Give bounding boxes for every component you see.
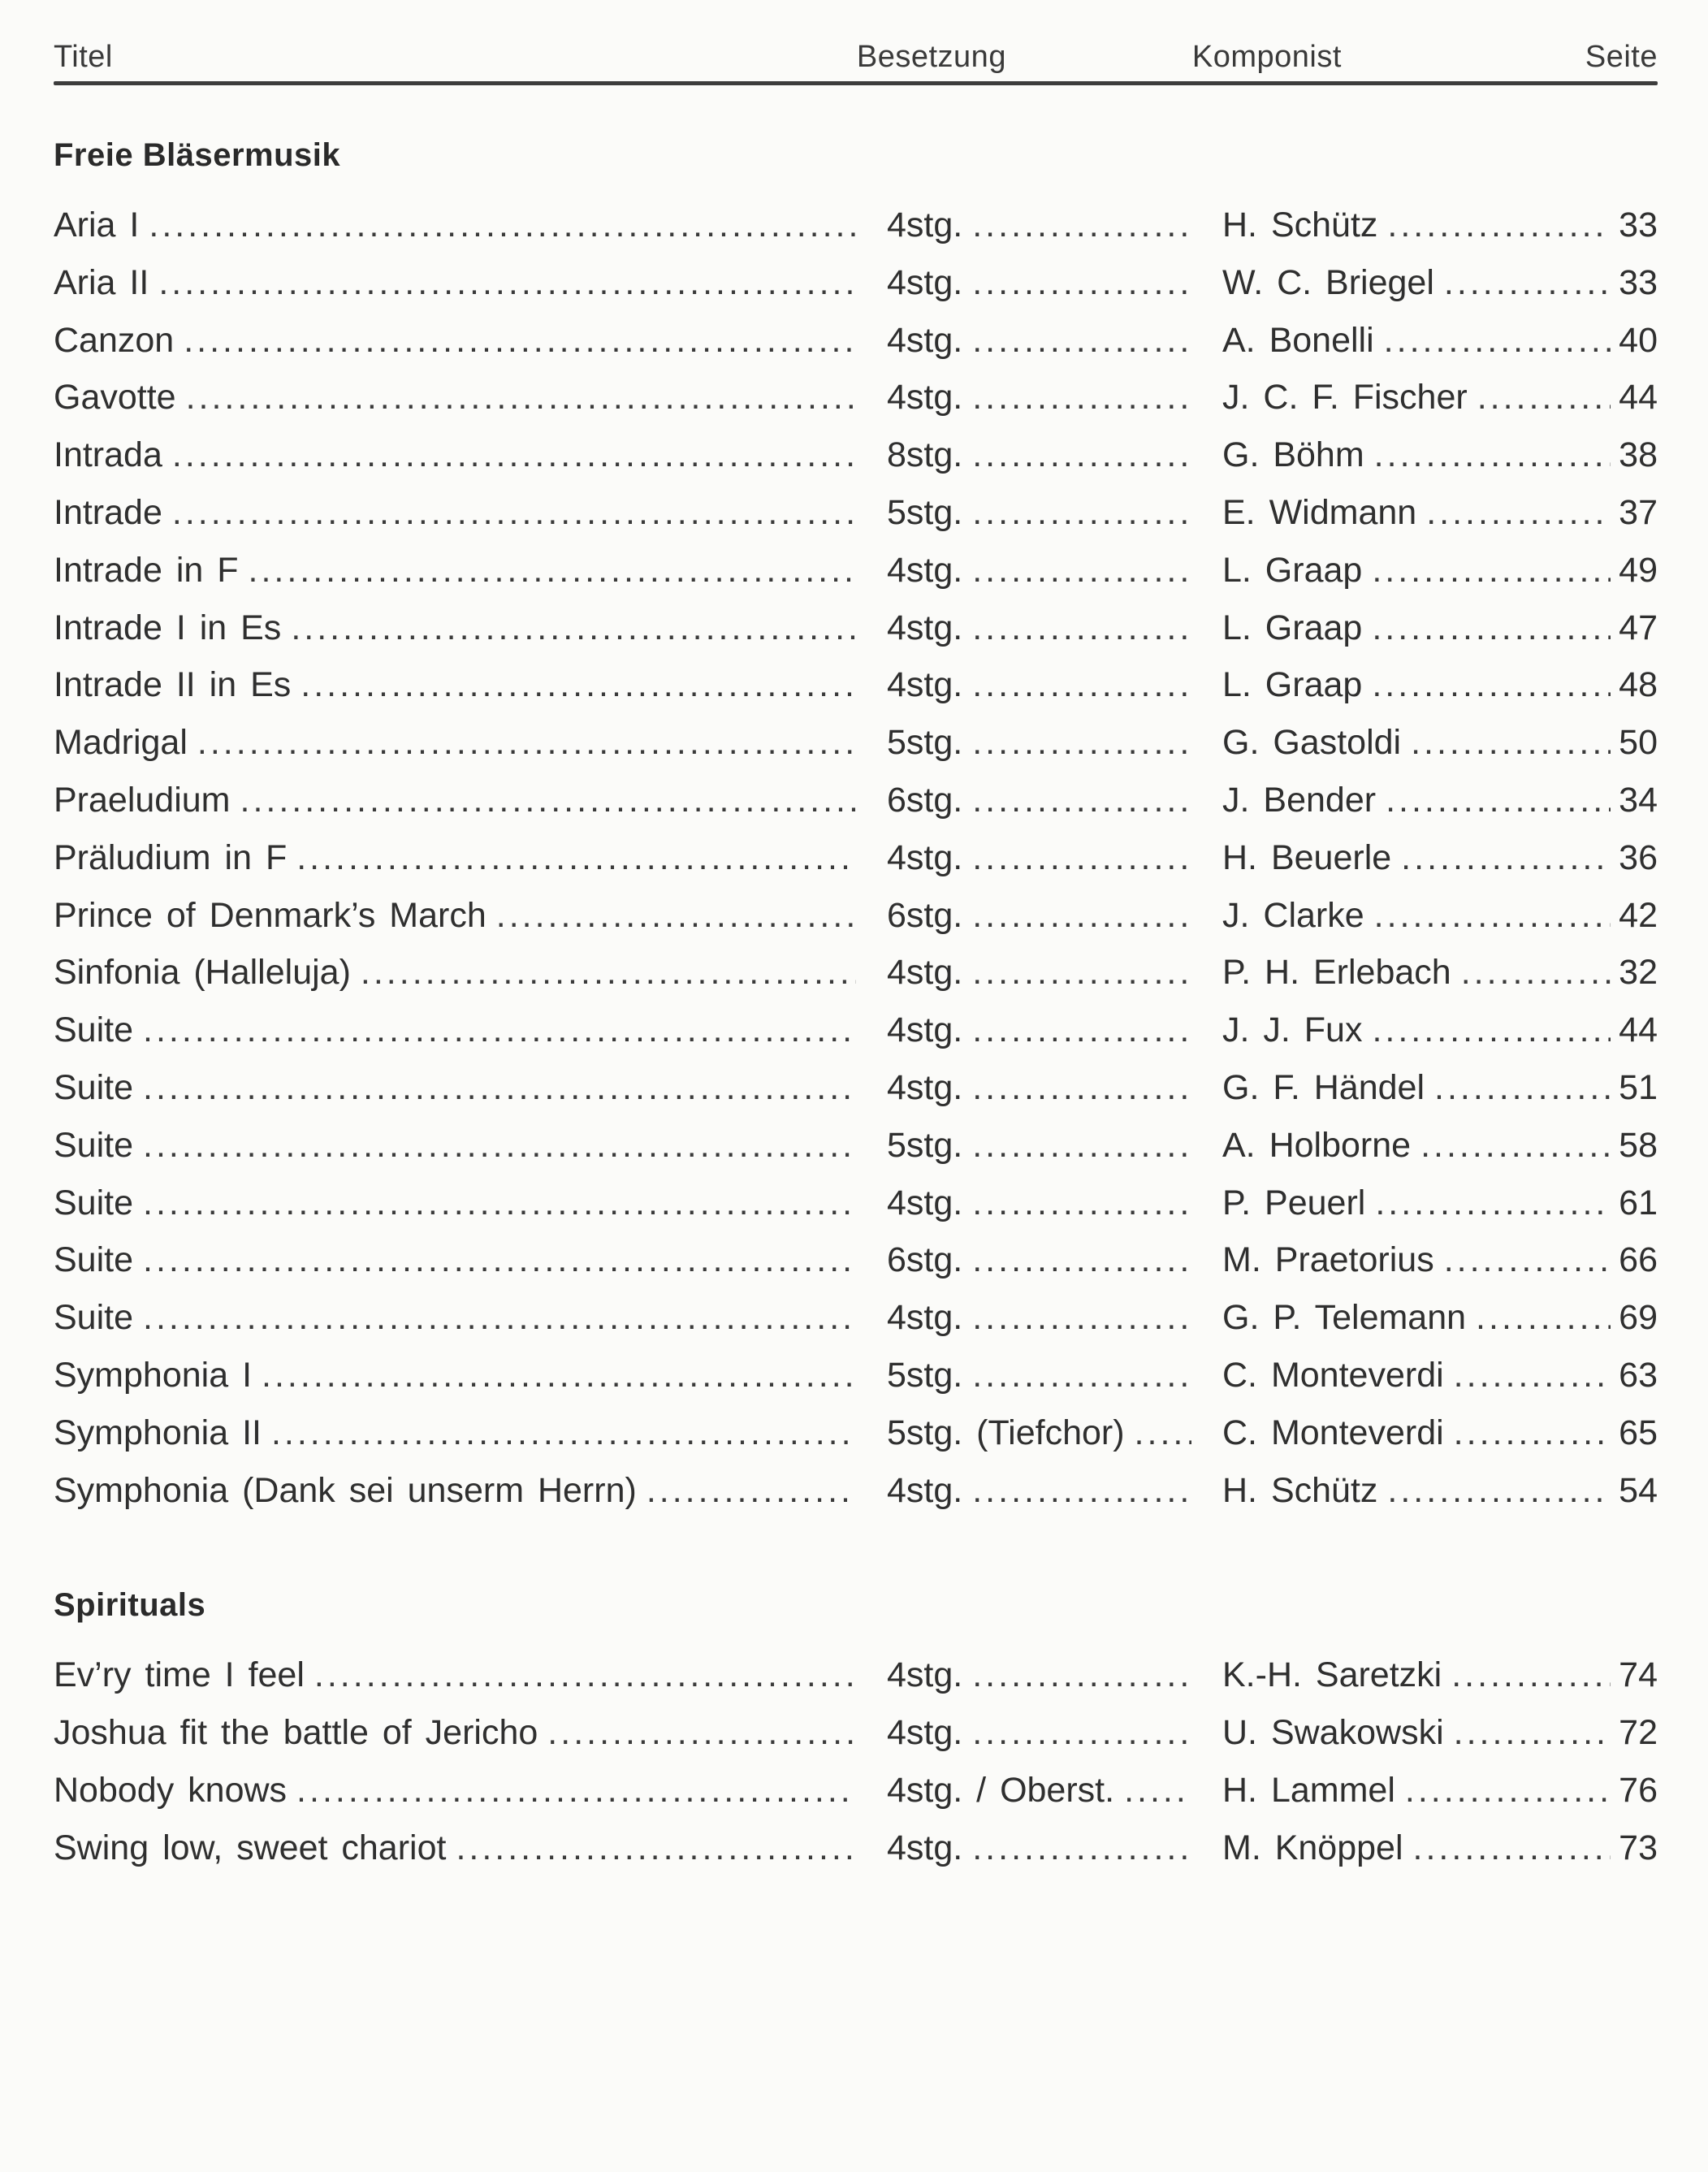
entry-title: Suite [54, 1125, 134, 1165]
column-header-seite: Seite [1585, 40, 1658, 74]
dot-leader [972, 611, 1191, 646]
entry-komponist: H. Schütz [1222, 206, 1378, 244]
entry-page: 47 [1619, 608, 1658, 647]
dot-leader [972, 898, 1191, 933]
dot-leader [972, 668, 1191, 703]
dot-leader [1454, 1358, 1611, 1393]
entry-besetzung: 4stg. [887, 1183, 963, 1222]
toc-section [54, 139, 1658, 1530]
entry-besetzung: 4stg. [887, 837, 963, 877]
entry-page: 33 [1619, 262, 1658, 302]
toc-row [54, 665, 1658, 725]
entry-title: Suite [54, 1240, 134, 1280]
dot-leader [972, 1186, 1191, 1221]
entry-komponist: L. Graap [1222, 608, 1363, 647]
entry-besetzung: 4stg. [887, 1713, 963, 1753]
entry-page: 66 [1619, 1240, 1658, 1280]
entry-komponist: G. Gastoldi [1222, 723, 1402, 763]
dot-leader [184, 323, 856, 358]
column-header-titel: Titel [54, 40, 113, 74]
entry-komponist: G. Böhm [1222, 435, 1364, 475]
entry-title: Symphonia I [54, 1355, 253, 1395]
entry-title: Symphonia (Dank sei unserm Herrn) [54, 1470, 637, 1510]
section-rows [54, 1655, 1658, 1888]
entry-title: Intrade I in Es [54, 608, 282, 647]
dot-leader [1387, 1473, 1611, 1508]
entry-title: Madrigal [54, 723, 188, 763]
dot-leader [1374, 898, 1611, 933]
toc-row [54, 208, 1658, 266]
dot-leader [1461, 955, 1611, 990]
entry-title: Praeludium [54, 780, 231, 820]
dot-leader [972, 1300, 1191, 1335]
toc-row [54, 1010, 1658, 1071]
entry-title: Suite [54, 1010, 134, 1050]
toc-row [54, 725, 1658, 783]
entry-title: Aria II [54, 262, 149, 302]
entry-page: 51 [1619, 1067, 1658, 1107]
entry-besetzung: 4stg. [887, 665, 963, 705]
toc-row [54, 1413, 1658, 1473]
toc-row [54, 380, 1658, 438]
entry-title: Canzon [54, 320, 175, 360]
entry-title: Gavotte [54, 378, 176, 418]
entry-title: Suite [54, 1298, 134, 1338]
entry-page: 32 [1619, 953, 1658, 993]
entry-title: Swing low, sweet chariot [54, 1828, 447, 1867]
dot-leader [972, 266, 1191, 301]
entry-title: Intrada [54, 435, 162, 475]
entry-page: 37 [1619, 492, 1658, 532]
entry-besetzung: 5stg. [887, 1125, 963, 1165]
section-rows [54, 208, 1658, 1530]
entry-besetzung: 4stg. [887, 1828, 963, 1867]
dot-leader [1372, 553, 1611, 588]
entry-komponist: K.-H. Saretzki [1222, 1655, 1442, 1695]
column-header-komponist: Komponist [1191, 40, 1342, 74]
dot-leader [1426, 495, 1611, 530]
toc-row [54, 1125, 1658, 1186]
dot-leader [1476, 1300, 1611, 1335]
dot-leader [240, 783, 857, 818]
entry-page: 44 [1619, 378, 1658, 418]
toc-row [54, 837, 1658, 898]
entry-komponist: L. Graap [1222, 550, 1363, 590]
dot-leader [972, 955, 1191, 990]
entry-besetzung: 4stg. [887, 1067, 963, 1107]
dot-leader [972, 495, 1191, 530]
entry-page: 36 [1619, 837, 1658, 877]
dot-leader [249, 553, 857, 588]
dot-leader [271, 1416, 856, 1451]
dot-leader [1454, 1416, 1611, 1451]
section-heading: Freie Bläsermusik [54, 137, 341, 173]
dot-leader [972, 1716, 1191, 1750]
dot-leader [972, 553, 1191, 588]
toc-row [54, 1828, 1658, 1889]
entry-besetzung: 8stg. [887, 435, 963, 475]
entry-page: 42 [1619, 895, 1658, 935]
dot-leader [172, 495, 856, 530]
dot-leader [1372, 611, 1611, 646]
dot-leader [158, 266, 856, 301]
dot-leader [1375, 1186, 1611, 1221]
toc-row [54, 1470, 1658, 1531]
entry-komponist: G. F. Händel [1222, 1067, 1425, 1107]
toc-row [54, 1300, 1658, 1358]
entry-komponist: P. Peuerl [1222, 1183, 1366, 1222]
entry-page: 44 [1619, 1010, 1658, 1050]
toc-row [54, 492, 1658, 553]
entry-besetzung: 4stg. [887, 953, 963, 993]
dot-leader [972, 783, 1191, 818]
dot-leader [361, 955, 856, 990]
entry-besetzung: 4stg. [887, 378, 963, 418]
entry-page: 34 [1619, 780, 1658, 820]
dot-leader [1401, 841, 1611, 876]
dot-leader [314, 1658, 856, 1693]
toc-row [54, 435, 1658, 495]
entry-title: Prince of Denmark’s March [54, 895, 486, 935]
dot-leader [547, 1716, 856, 1750]
entry-page: 58 [1619, 1125, 1658, 1165]
entry-komponist: H. Lammel [1222, 1770, 1395, 1810]
header-rule [54, 81, 1658, 85]
section-heading: Spirituals [54, 1587, 206, 1624]
dot-leader [972, 1831, 1191, 1866]
column-header-besetzung: Besetzung [856, 40, 1006, 74]
toc-row [54, 608, 1658, 668]
dot-leader [972, 1473, 1191, 1508]
entry-komponist: J. Clarke [1222, 895, 1364, 935]
dot-leader [291, 611, 856, 646]
entry-besetzung: 5stg. [887, 723, 963, 763]
entry-title: Intrade in F [54, 550, 239, 590]
dot-leader [143, 1071, 856, 1105]
dot-leader [972, 208, 1191, 243]
dot-leader [456, 1831, 856, 1866]
entry-komponist: U. Swakowski [1222, 1713, 1444, 1753]
toc-section [54, 1589, 1658, 1888]
entry-besetzung: 4stg. / Oberst. [887, 1770, 1115, 1810]
entry-besetzung: 4stg. [887, 320, 963, 360]
entry-title: Ev’ry time I feel [54, 1655, 305, 1695]
entry-page: 76 [1619, 1770, 1658, 1810]
dot-leader [1374, 438, 1611, 473]
toc-row [54, 1655, 1658, 1716]
entry-title: Intrade [54, 492, 162, 532]
dot-leader [972, 380, 1191, 415]
dot-leader [1411, 725, 1611, 760]
dot-leader [1386, 783, 1611, 818]
dot-leader [197, 725, 856, 760]
entry-komponist: J. J. Fux [1222, 1010, 1363, 1050]
entry-besetzung: 4stg. [887, 608, 963, 647]
entry-komponist: C. Monteverdi [1222, 1355, 1444, 1395]
entry-besetzung: 6stg. [887, 1240, 963, 1280]
dot-leader [646, 1473, 856, 1508]
dot-leader [1405, 1773, 1611, 1808]
entry-page: 33 [1619, 206, 1658, 244]
entry-page: 38 [1619, 435, 1658, 475]
dot-leader [149, 208, 856, 243]
entry-komponist: G. P. Telemann [1222, 1298, 1467, 1338]
dot-leader [1444, 266, 1611, 301]
dot-leader [186, 380, 856, 415]
entry-besetzung: 4stg. [887, 1298, 963, 1338]
dot-leader [972, 1243, 1191, 1278]
dot-leader [143, 1243, 856, 1278]
entry-title: Nobody knows [54, 1770, 288, 1810]
entry-page: 40 [1619, 320, 1658, 360]
dot-leader [143, 1186, 856, 1221]
dot-leader [1135, 1416, 1191, 1451]
entry-besetzung: 4stg. [887, 262, 963, 302]
toc-row [54, 1183, 1658, 1244]
toc-row [54, 895, 1658, 956]
entry-page: 61 [1619, 1183, 1658, 1222]
entry-page: 69 [1619, 1298, 1658, 1338]
entry-title: Präludium in F [54, 837, 288, 877]
entry-komponist: P. H. Erlebach [1222, 953, 1451, 993]
entry-komponist: A. Bonelli [1222, 320, 1374, 360]
dot-leader [972, 1071, 1191, 1105]
entry-besetzung: 5stg. [887, 492, 963, 532]
toc-row [54, 550, 1658, 611]
toc-row [54, 1713, 1658, 1773]
entry-komponist: J. Bender [1222, 780, 1377, 820]
entry-komponist: C. Monteverdi [1222, 1413, 1444, 1452]
dot-leader [301, 668, 856, 703]
entry-page: 49 [1619, 550, 1658, 590]
toc-row [54, 1067, 1658, 1128]
entry-komponist: W. C. Briegel [1222, 262, 1434, 302]
dot-leader [1372, 668, 1611, 703]
dot-leader [296, 1773, 856, 1808]
entry-title: Joshua fit the battle of Jericho [54, 1713, 538, 1753]
entry-page: 74 [1619, 1655, 1658, 1695]
entry-komponist: H. Beuerle [1222, 837, 1392, 877]
dot-leader [1413, 1831, 1611, 1866]
entry-besetzung: 4stg. [887, 206, 963, 244]
entry-page: 63 [1619, 1355, 1658, 1395]
dot-leader [972, 323, 1191, 358]
entry-title: Suite [54, 1067, 134, 1107]
toc-row [54, 320, 1658, 381]
entry-komponist: M. Knöppel [1222, 1828, 1403, 1867]
dot-leader [143, 1013, 856, 1048]
entry-title: Suite [54, 1183, 134, 1222]
dot-leader [972, 1658, 1191, 1693]
dot-leader [1384, 323, 1611, 358]
entry-komponist: M. Praetorius [1222, 1240, 1434, 1280]
dot-leader [1477, 380, 1611, 415]
entry-page: 48 [1619, 665, 1658, 705]
dot-leader [1387, 208, 1611, 243]
entry-page: 50 [1619, 723, 1658, 763]
toc-row [54, 955, 1658, 1013]
column-header-row [54, 41, 1658, 72]
entry-besetzung: 6stg. [887, 895, 963, 935]
dot-leader [1420, 1128, 1611, 1163]
dot-leader [1434, 1071, 1611, 1105]
entry-besetzung: 4stg. [887, 1470, 963, 1510]
toc-row [54, 1240, 1658, 1300]
entry-besetzung: 4stg. [887, 550, 963, 590]
dot-leader [1454, 1716, 1611, 1750]
entry-komponist: A. Holborne [1222, 1125, 1412, 1165]
entry-besetzung: 5stg. (Tiefchor) [887, 1413, 1125, 1452]
dot-leader [143, 1300, 856, 1335]
toc-row [54, 262, 1658, 323]
dot-leader [496, 898, 856, 933]
entry-page: 54 [1619, 1470, 1658, 1510]
entry-title: Aria I [54, 206, 140, 244]
dot-leader [972, 1013, 1191, 1048]
entry-komponist: H. Schütz [1222, 1470, 1378, 1510]
entry-besetzung: 4stg. [887, 1655, 963, 1695]
entry-page: 72 [1619, 1713, 1658, 1753]
dot-leader [972, 1128, 1191, 1163]
entry-title: Symphonia II [54, 1413, 262, 1452]
entry-title: Intrade II in Es [54, 665, 292, 705]
entry-komponist: E. Widmann [1222, 492, 1417, 532]
dot-leader [296, 841, 856, 876]
entry-page: 73 [1619, 1828, 1658, 1867]
dot-leader [972, 725, 1191, 760]
toc-row [54, 1770, 1658, 1831]
dot-leader [972, 841, 1191, 876]
dot-leader [172, 438, 856, 473]
entry-page: 65 [1619, 1413, 1658, 1452]
entry-komponist: L. Graap [1222, 665, 1363, 705]
entry-komponist: J. C. F. Fischer [1222, 378, 1468, 418]
dot-leader [1372, 1013, 1611, 1048]
sections-container [54, 139, 1658, 1889]
dot-leader [1444, 1243, 1611, 1278]
toc-row [54, 1355, 1658, 1416]
dot-leader [262, 1358, 856, 1393]
dot-leader [1124, 1773, 1191, 1808]
dot-leader [1451, 1658, 1611, 1693]
entry-besetzung: 4stg. [887, 1010, 963, 1050]
dot-leader [972, 1358, 1191, 1393]
entry-besetzung: 5stg. [887, 1355, 963, 1395]
toc-row [54, 780, 1658, 841]
entry-besetzung: 6stg. [887, 780, 963, 820]
dot-leader [143, 1128, 856, 1163]
dot-leader [972, 438, 1191, 473]
entry-title: Sinfonia (Halleluja) [54, 953, 351, 993]
